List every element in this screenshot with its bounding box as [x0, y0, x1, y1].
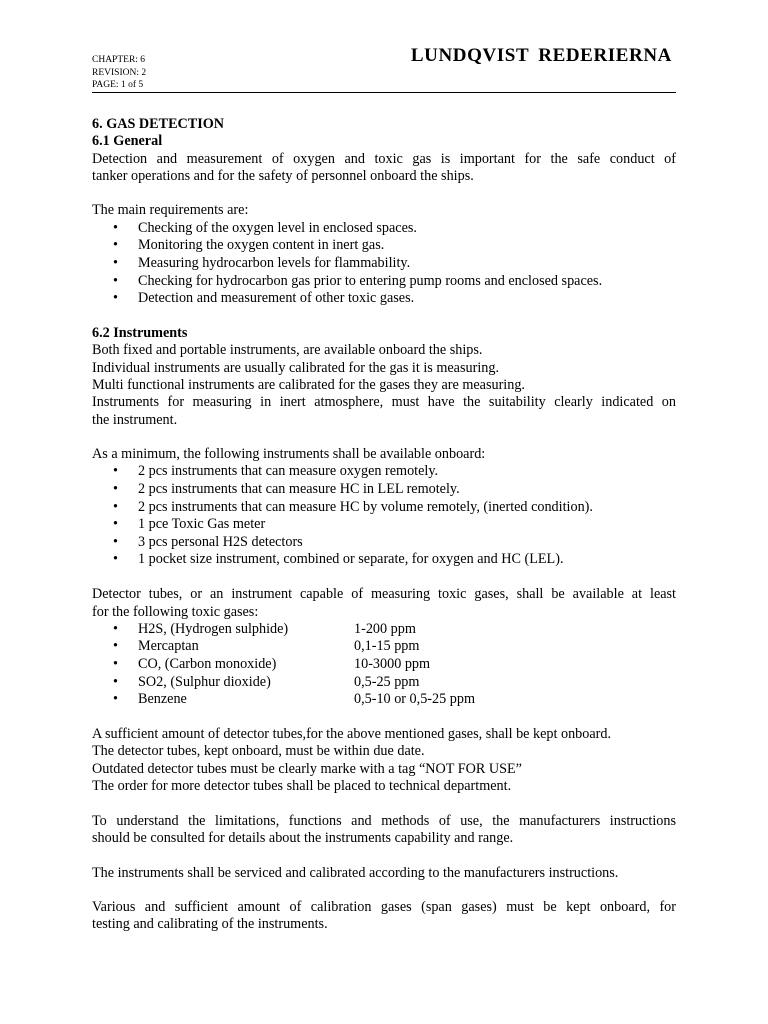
bullet-icon: • [113, 481, 118, 498]
list-item: • Monitoring the oxygen content in inert gas. [113, 237, 385, 254]
document-body [92, 116, 676, 934]
toxic-gases-list [92, 621, 676, 709]
paragraph-line: Various and sufficient amount of calibration gases (span gases) must be kept onboard, for [92, 899, 676, 916]
gas-row [92, 621, 676, 639]
gas-range: 0,5-10 or 0,5-25 ppm [354, 691, 475, 708]
paragraph-line: Both fixed and portable instruments, are available onboard the ships. [92, 342, 483, 359]
bullet-icon: • [113, 254, 118, 271]
bullet-icon: • [113, 237, 118, 254]
bullet-icon: • [113, 290, 118, 307]
chapter-label: CHAPTER: 6 [92, 55, 146, 65]
paragraph-line: tanker operations and for the safety of personnel onboard the ships. [92, 167, 474, 184]
list-item: • 3 pcs personal H2S detectors [113, 533, 303, 550]
page-header [92, 45, 676, 93]
gas-name: CO, (Carbon monoxide) [138, 656, 277, 673]
paragraph-line: the instrument. [92, 411, 178, 428]
list-item: • 2 pcs instruments that can measure oxygen remotely. [113, 463, 439, 480]
paragraph-line: The instruments shall be serviced and calibrated according to the manufacturers instructions. [92, 864, 619, 881]
gas-name: H2S, (Hydrogen sulphide) [138, 620, 289, 637]
bullet-icon: • [113, 516, 118, 533]
paragraph-line: for the following toxic gases: [92, 603, 259, 620]
paragraph-line: Individual instruments are usually calibrated for the gas it is measuring. [92, 359, 499, 376]
gas-name: Mercaptan [138, 638, 199, 655]
company-name: LUNDQVIST REDERIERNA [410, 45, 672, 66]
list-item: • Measuring hydrocarbon levels for flammability. [113, 254, 411, 271]
bullet-icon: • [113, 691, 118, 708]
gas-row [92, 674, 676, 692]
page-number: PAGE: 1 of 5 [92, 80, 144, 90]
general-heading: 6.1 General [92, 133, 163, 150]
bullet-icon: • [113, 463, 118, 480]
requirements-intro: The main requirements are: [92, 202, 249, 219]
paragraph-line: Detector tubes, or an instrument capable of measuring toxic gases, shall be available at least [92, 586, 676, 603]
gas-row [92, 638, 676, 656]
paragraph-line: Multi functional instruments are calibrated for the gases they are measuring. [92, 376, 525, 393]
gas-row [92, 691, 676, 709]
bullet-icon: • [113, 219, 118, 236]
revision-label: REVISION: 2 [92, 67, 147, 78]
requirements-list [92, 220, 676, 308]
list-item: • Checking for hydrocarbon gas prior to entering pump rooms and enclosed spaces. [113, 272, 603, 289]
paragraph-line: testing and calibrating of the instruments. [92, 916, 328, 933]
paragraph-line: The detector tubes, kept onboard, must be within due date. [92, 743, 425, 760]
minimum-intro: As a minimum, the following instruments shall be available onboard: [92, 446, 486, 463]
bullet-icon: • [113, 551, 118, 568]
bullet-icon: • [113, 533, 118, 550]
gas-range: 1-200 ppm [354, 620, 416, 637]
list-item: • 2 pcs instruments that can measure HC by volume remotely, (inerted condition). [113, 498, 593, 515]
paragraph-line: The order for more detector tubes shall be placed to technical department. [92, 778, 512, 795]
gas-range: 10-3000 ppm [354, 656, 431, 673]
list-item: • 2 pcs instruments that can measure HC in LEL remotely. [113, 481, 460, 498]
header-meta [92, 54, 146, 92]
bullet-icon: • [113, 498, 118, 515]
bullet-icon: • [113, 673, 118, 690]
paragraph-line: To understand the limitations, functions and methods of use, the manufacturers instructions [92, 812, 676, 829]
bullet-icon: • [113, 638, 118, 655]
paragraph-line: Detection and measurement of oxygen and toxic gas is important for the safe conduct of [92, 150, 676, 167]
gas-name: Benzene [138, 691, 187, 708]
paragraph-line: Instruments for measuring in inert atmosphere, must have the suitability clearly indicated on [92, 394, 676, 411]
bullet-icon: • [113, 272, 118, 289]
instruments-heading: 6.2 Instruments [92, 325, 188, 342]
section-title: 6. GAS DETECTION [92, 116, 225, 132]
list-item: • 1 pce Toxic Gas meter [113, 516, 266, 533]
minimum-instruments-list [92, 463, 676, 569]
paragraph-line: should be consulted for details about the instruments capability and range. [92, 829, 514, 846]
gas-range: 0,1-15 ppm [354, 638, 420, 655]
paragraph-line: Outdated detector tubes must be clearly marke with a tag “NOT FOR USE” [92, 760, 522, 777]
list-item: • Checking of the oxygen level in enclosed spaces. [113, 219, 417, 236]
gas-name: SO2, (Sulphur dioxide) [138, 673, 271, 690]
list-item: • 1 pocket size instrument, combined or separate, for oxygen and HC (LEL). [113, 551, 564, 568]
bullet-icon: • [113, 656, 118, 673]
paragraph-line: A sufficient amount of detector tubes,for the above mentioned gases, shall be kept onboard. [92, 726, 612, 743]
list-item: • Detection and measurement of other toxic gases. [113, 290, 415, 307]
gas-row [92, 656, 676, 674]
bullet-icon: • [113, 620, 118, 637]
gas-range: 0,5-25 ppm [354, 673, 420, 690]
